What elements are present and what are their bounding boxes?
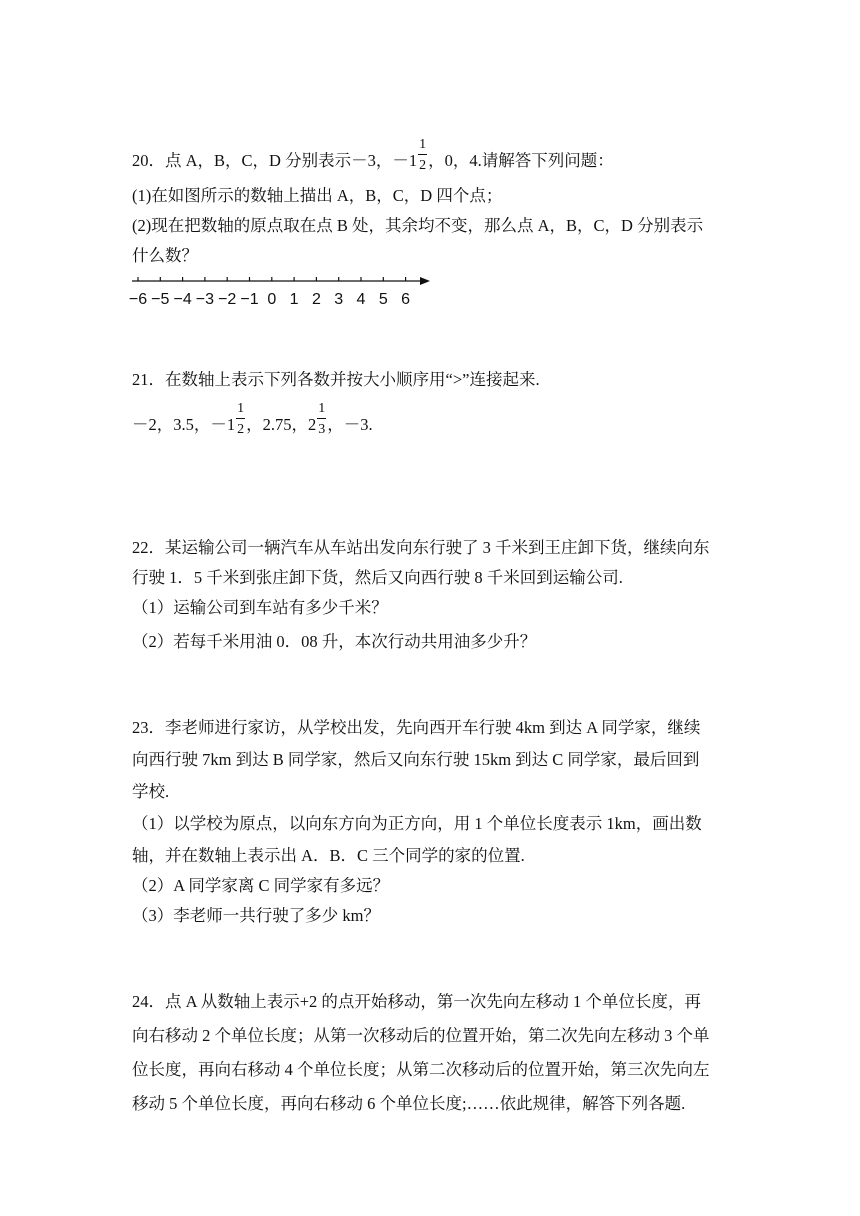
q22-part2: （2）若每千米用油 0．08 升，本次行动共用油多少升？	[132, 632, 537, 651]
number-line-tick-label: 1	[289, 291, 299, 308]
number-line-tick-label: −1	[240, 291, 259, 308]
q21-stem: 21．在数轴上表示下列各数并按大小顺序用“>”连接起来.	[132, 370, 540, 389]
number-line-tick-label: −3	[195, 291, 215, 308]
number-line-tick-label: 0	[267, 291, 277, 308]
number-line-tick-label: 4	[356, 291, 366, 308]
number-line-tick-label: −2	[218, 291, 237, 308]
q20-part1: (1)在如图所示的数轴上描出 A，B，C，D 四个点；	[132, 186, 503, 205]
q23-line1: 23．李老师进行家访，从学校出发，先向西开车行驶 4km 到达 A 同学家，继续	[132, 718, 701, 737]
number-line-tick-label: −6	[128, 291, 148, 308]
q23-part1-line2: 轴，并在数轴上表示出 A．B．C 三个同学的家的位置.	[132, 846, 525, 865]
q22-line1: 22．某运输公司一辆汽车从车站出发向东行驶了 3 千米到王庄卸下货，继续向东	[132, 538, 710, 557]
q21-fraction-2	[317, 401, 326, 437]
number-line-tick-label: 3	[334, 291, 344, 308]
q21-numbers-seg1: －2，3.5，－1	[132, 415, 236, 434]
q23-line3: 学校.	[132, 782, 170, 801]
q20-fraction-denominator: 2	[419, 158, 427, 173]
number-line-tick-label: 2	[311, 291, 321, 308]
q21-fraction-1	[236, 401, 245, 437]
q20-part2-line1: (2)现在把数轴的原点取在点 B 处，其余均不变，那么点 A，B，C，D 分别表示	[132, 216, 704, 235]
number-line-tick-label: −5	[151, 291, 170, 308]
q21-fraction-2-numerator: 1	[318, 401, 326, 416]
q20-fraction-numerator: 1	[419, 137, 427, 152]
q21-numbers	[132, 401, 373, 437]
q20-stem-post: ，0，4.请解答下列问题：	[428, 151, 614, 170]
q20-number-line	[128, 274, 438, 310]
q23-part1-line1: （1）以学校为原点，以向东方向为正方向，用 1 个单位长度表示 1km，画出数	[132, 814, 702, 833]
q20-part2-line2: 什么数？	[132, 246, 198, 265]
q20-fraction	[418, 137, 427, 173]
number-line-tick-label: 5	[378, 291, 388, 308]
q23-part3: （3）李老师一共行驶了多少 km？	[132, 906, 380, 925]
q21-fraction-1-numerator: 1	[237, 401, 245, 416]
number-line-tick-label: −4	[173, 291, 192, 308]
q24-line1: 24．点 A 从数轴上表示+2 的点开始移动，第一次先向左移动 1 个单位长度，再	[132, 992, 701, 1011]
q23-line2: 向西行驶 7km 到达 B 同学家，然后又向东行驶 15km 到达 C 同学家，最后回到	[132, 750, 700, 769]
q20-stem-pre: 20．点 A，B，C，D 分别表示－3，－1	[132, 151, 418, 170]
q24-line2: 向右移动 2 个单位长度；从第一次移动后的位置开始，第二次先向左移动 3 个单	[132, 1026, 710, 1045]
q21-fraction-1-denominator: 2	[237, 422, 245, 437]
number-line-tick-label: 6	[401, 291, 411, 308]
q23-part2: （2）A 同学家离 C 同学家有多远？	[132, 876, 390, 895]
q24-line4: 移动 5 个单位长度，再向右移动 6 个单位长度;……依此规律，解答下列各题.	[132, 1094, 686, 1113]
q21-numbers-seg3: ，－3.	[327, 415, 373, 434]
q21-numbers-seg2: ，2.75，2	[246, 415, 317, 434]
q22-line2: 行驶 1．5 千米到张庄卸下货，然后又向西行驶 8 千米回到运输公司.	[132, 568, 623, 587]
q21-fraction-2-denominator: 3	[318, 422, 326, 437]
number-line-arrow-icon	[420, 277, 430, 285]
q24-line3: 位长度，再向右移动 4 个单位长度；从第二次移动后的位置开始，第三次先向左	[132, 1060, 710, 1079]
q22-part1: （1）运输公司到车站有多少千米？	[132, 598, 388, 617]
q20-stem	[132, 137, 614, 173]
